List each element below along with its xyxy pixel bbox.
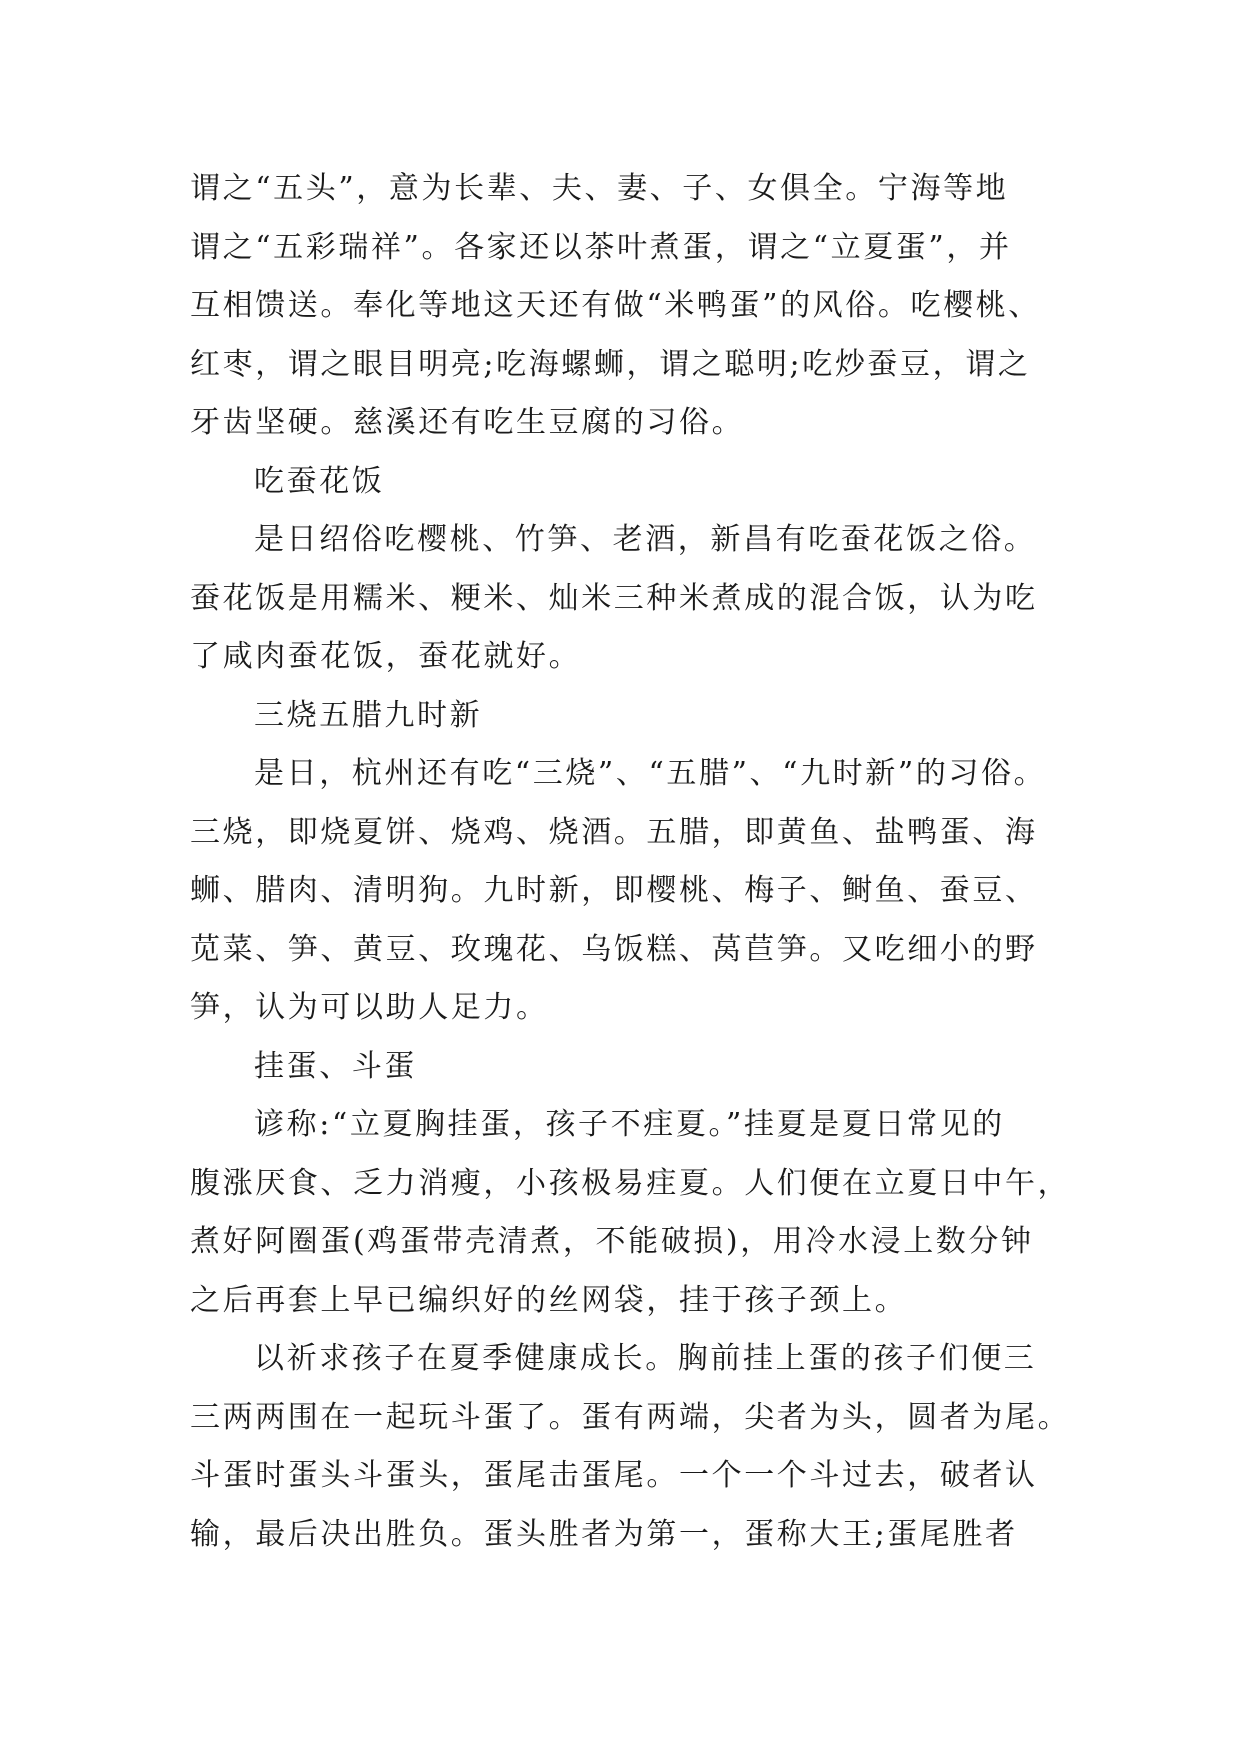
text-line: 笋，认为可以助人足力。 bbox=[190, 990, 549, 1025]
text-line: 牙齿坚硬。慈溪还有吃生豆腐的习俗。 bbox=[190, 405, 745, 440]
text-line: 煮好阿圈蛋(鸡蛋带壳清煮，不能破损)，用冷水浸上数分钟 bbox=[190, 1224, 1034, 1259]
paragraph-start-line: 谚称:“立夏胸挂蛋，孩子不疰夏。”挂夏是夏日常见的 bbox=[254, 1107, 1005, 1142]
text-line: 之后再套上早已编织好的丝网袋，挂于孩子颈上。 bbox=[190, 1282, 908, 1318]
text-line: 斗蛋时蛋头斗蛋头，蛋尾击蛋尾。一个一个斗过去，破者认 bbox=[190, 1458, 1038, 1493]
text-line: 腹涨厌食、乏力消瘦，小孩极易疰夏。人们便在立夏日中午， bbox=[190, 1165, 1071, 1201]
text-line: 三烧，即烧夏饼、烧鸡、烧酒。五腊，即黄鱼、盐鸭蛋、海 bbox=[190, 814, 1038, 850]
text-line: 谓之“五彩瑞祥”。各家还以茶叶煮蛋，谓之“立夏蛋”，并 bbox=[190, 229, 1012, 265]
section-heading: 挂蛋、斗蛋 bbox=[254, 1048, 417, 1084]
text-line: 苋菜、笋、黄豆、玫瑰花、乌饭糕、莴苣笋。又吃细小的野 bbox=[190, 931, 1038, 967]
text-line: 三两两围在一起玩斗蛋了。蛋有两端，尖者为头，圆者为尾。 bbox=[190, 1399, 1071, 1435]
text-line: 红枣，谓之眼目明亮;吃海螺蛳，谓之聪明;吃炒蚕豆，谓之 bbox=[190, 346, 1031, 382]
paragraph-start-line: 是日绍俗吃樱桃、竹笋、老酒，新昌有吃蚕花饭之俗。 bbox=[254, 522, 1037, 557]
section-heading: 三烧五腊九时新 bbox=[254, 697, 483, 733]
text-line: 蚕花饭是用糯米、粳米、灿米三种米煮成的混合饭，认为吃 bbox=[190, 580, 1038, 616]
text-line: 蛳、腊肉、清明狗。九时新，即樱桃、梅子、鲥鱼、蚕豆、 bbox=[190, 873, 1038, 908]
paragraph-start-line: 以祈求孩子在夏季健康成长。胸前挂上蛋的孩子们便三 bbox=[254, 1341, 1037, 1376]
text-line: 输，最后决出胜负。蛋头胜者为第一，蛋称大王;蛋尾胜者 bbox=[190, 1516, 1018, 1552]
text-line: 了咸肉蚕花饭，蚕花就好。 bbox=[190, 639, 582, 674]
text-line: 互相馈送。奉化等地这天还有做“米鸭蛋”的风俗。吃樱桃、 bbox=[190, 288, 1041, 323]
section-heading: 吃蚕花饭 bbox=[254, 463, 385, 499]
document-body bbox=[190, 160, 1071, 1564]
paragraph-start-line: 是日，杭州还有吃“三烧”、“五腊”、“九时新”的习俗。 bbox=[254, 756, 1047, 791]
text-line: 谓之“五头”，意为长辈、夫、妻、子、女俱全。宁海等地 bbox=[190, 171, 1009, 206]
